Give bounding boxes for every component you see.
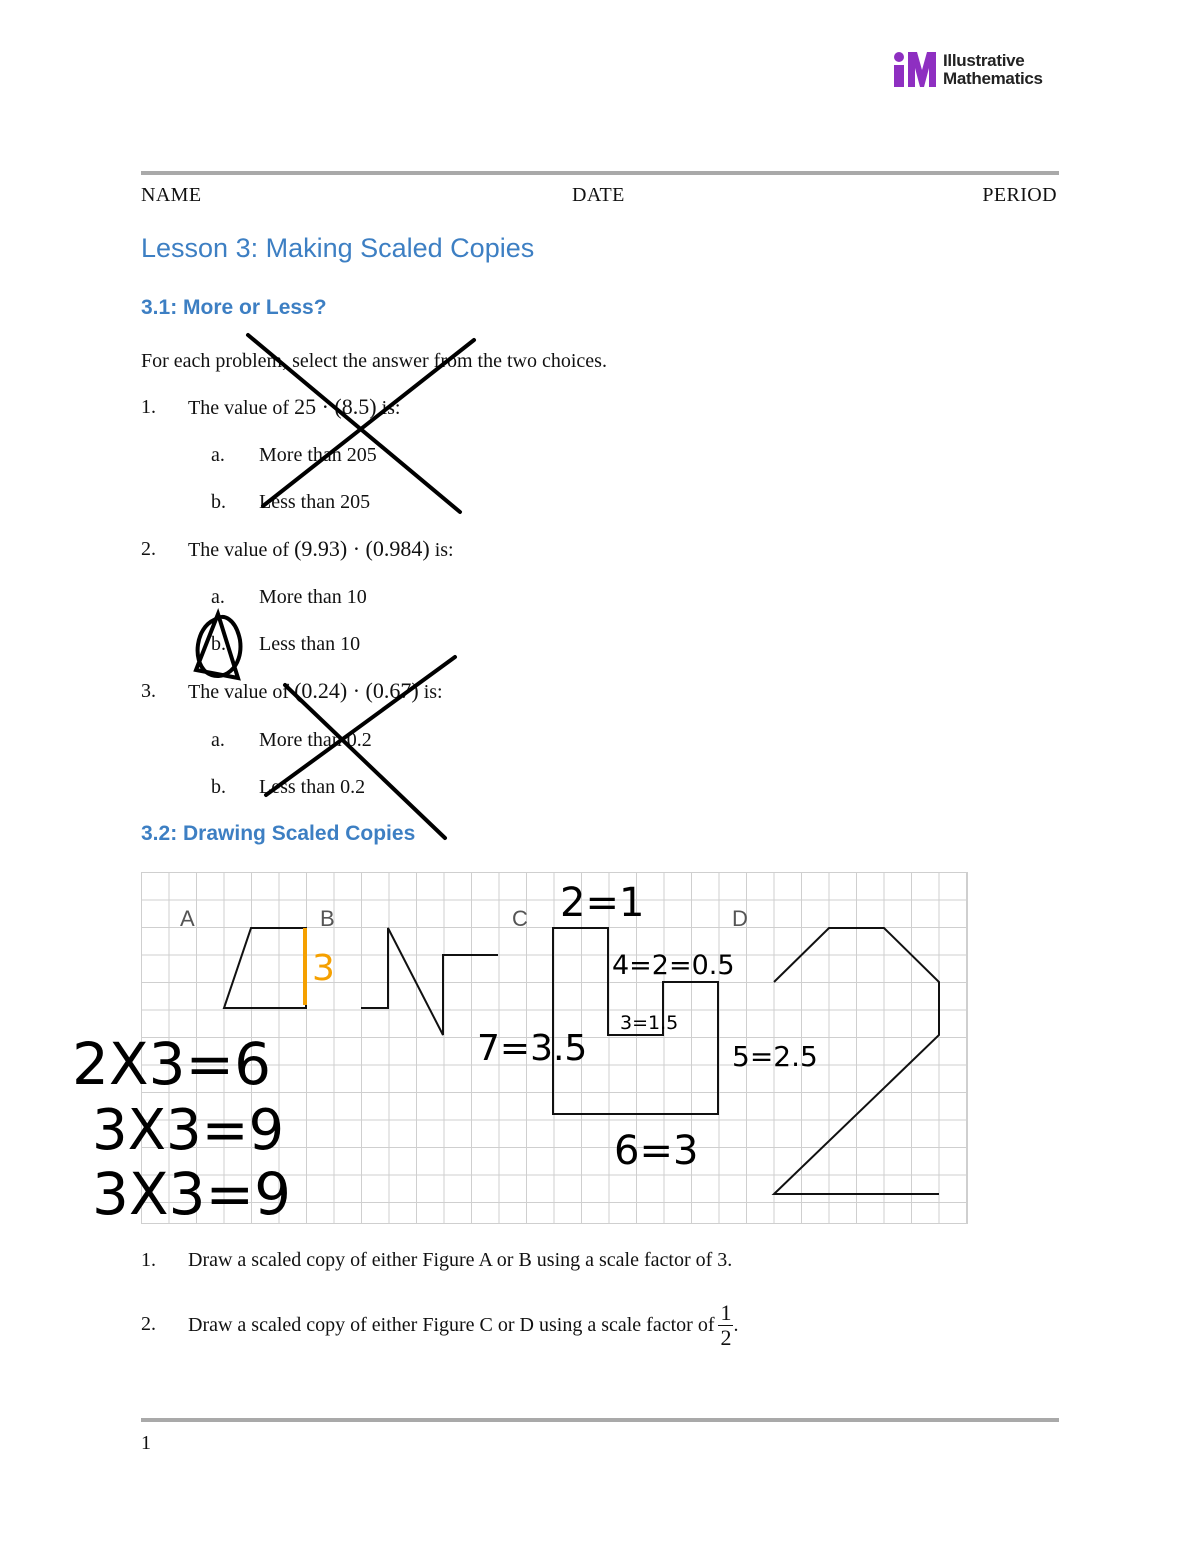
figure-label-d: D	[732, 906, 748, 931]
hw-c-inner: 3=1.5	[620, 1012, 679, 1034]
task-2-text: Draw a scaled copy of either Figure C or D using a scale factor of	[188, 1313, 715, 1336]
problem-2-choice-a[interactable]: More than 10	[259, 586, 367, 608]
lesson-title: Lesson 3: Making Scaled Copies	[141, 233, 535, 263]
problem-1-expression: 25 · (8.5)	[294, 394, 377, 419]
problem-2-choice-b-letter: b.	[211, 633, 226, 655]
name-label: NAME	[141, 184, 202, 206]
scale-factor-fraction	[718, 1301, 733, 1350]
problem-1-prefix: The value of	[188, 397, 290, 419]
period-label: PERIOD	[982, 184, 1057, 206]
problem-3-expression: (0.24) · (0.67)	[294, 678, 419, 703]
problem-2-suffix: is:	[434, 539, 454, 561]
hw-c-right-top: 4=2=0.5	[612, 950, 735, 981]
hw-c-bottom: 6=3	[614, 1128, 699, 1174]
brand-line-1: Illustrative	[943, 51, 1025, 70]
problem-3-number: 3.	[141, 680, 156, 702]
hw-equation-3: 3X3=9	[92, 1160, 292, 1228]
fraction-numerator: 1	[720, 1299, 732, 1325]
hw-mark-b: 3	[312, 948, 335, 989]
fraction-denominator: 2	[720, 1324, 732, 1350]
instruction-text: For each problem, select the answer from the two choices.	[141, 350, 607, 372]
task-1-number: 1.	[141, 1249, 156, 1271]
cross-out-problem-3	[266, 657, 455, 838]
figure-a-trapezoid	[224, 928, 306, 1008]
problem-2-number: 2.	[141, 538, 156, 560]
section-heading-3-1: 3.1: More or Less?	[141, 296, 327, 319]
problem-2-expression: (9.93) · (0.984)	[294, 536, 430, 561]
problem-2-prefix: The value of	[188, 539, 290, 561]
problem-1-choice-a-letter: a.	[211, 444, 225, 466]
date-label: DATE	[572, 184, 625, 206]
circled-answer-mark	[196, 614, 240, 678]
section-heading-3-2: 3.2: Drawing Scaled Copies	[141, 822, 416, 845]
hw-c-left: 7=3.5	[477, 1028, 588, 1069]
problem-1-choice-b[interactable]: Less than 205	[259, 491, 371, 513]
cross-out-problem-1	[248, 335, 474, 512]
problem-3-suffix: is:	[423, 681, 443, 703]
problem-1-suffix: is:	[381, 397, 401, 419]
figure-label-a: A	[180, 906, 195, 931]
task-2-end: .	[733, 1313, 739, 1336]
problem-1-number: 1.	[141, 396, 156, 418]
problem-3-choice-a[interactable]: More than 0.2	[259, 729, 372, 751]
problem-3-choice-b[interactable]: Less than 0.2	[259, 776, 366, 798]
task-2-number: 2.	[141, 1313, 156, 1335]
bottom-rule	[141, 1418, 1059, 1422]
figure-b-zigzag	[361, 928, 498, 1035]
hw-equation-2: 3X3=9	[92, 1098, 285, 1163]
task-2-statement	[188, 1290, 738, 1360]
problem-2-choice-b[interactable]: Less than 10	[259, 633, 361, 655]
hw-c-top: 2=1	[560, 880, 645, 926]
brand-line-2: Mathematics	[943, 69, 1043, 88]
figure-label-b: B	[320, 906, 335, 931]
page-number: 1	[141, 1432, 151, 1454]
problem-3-choice-a-letter: a.	[211, 729, 225, 751]
hw-c-right: 5=2.5	[732, 1040, 818, 1073]
problem-1-choice-b-letter: b.	[211, 491, 226, 513]
hw-equation-1: 2X3=6	[72, 1030, 272, 1098]
problem-1-choice-a[interactable]: More than 205	[259, 444, 377, 466]
problem-2-choice-a-letter: a.	[211, 586, 225, 608]
figure-label-c: C	[512, 906, 528, 931]
problem-3-prefix: The value of	[188, 681, 290, 703]
problem-3-choice-b-letter: b.	[211, 776, 226, 798]
task-1-text: Draw a scaled copy of either Figure A or B using a scale factor of 3.	[188, 1249, 733, 1271]
